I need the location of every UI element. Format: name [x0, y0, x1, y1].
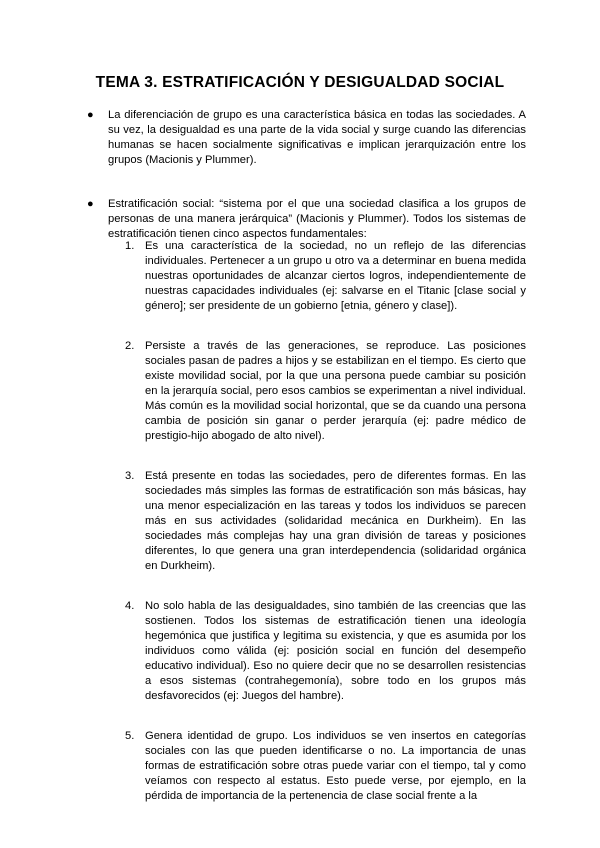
bullet-text: La diferenciación de grupo es una característica básica en todas las sociedades. A su vez, la desigualdad es una parte de la vida social y surge cuando las diferencias humanas se hacen socialmente significativas e implican jerarquización entre los grupos (Macionis y Plummer).: [108, 109, 526, 166]
bullet-item-differentiation: [87, 108, 526, 168]
bullet-list: [87, 108, 526, 242]
numbered-item-4: [125, 599, 526, 704]
page-title: TEMA 3. ESTRATIFICACIÓN Y DESIGUALDAD SOCIAL: [95, 74, 505, 91]
numbered-item-1: [125, 239, 526, 314]
numbered-text: Está presente en todas las sociedades, pero de diferentes formas. En las sociedades más simples las formas de estratificación son más básicas, hay una menor especialización en las tareas y todos los individuos se parecen más en sus actividades (solidaridad mecánica en Durkheim). En las sociedades más complejas hay una gran división de tareas y posiciones diferentes, lo que genera una gran interdependencia (solidaridad orgánica en Durkheim).: [145, 470, 526, 572]
bullet-item-stratification: [87, 197, 526, 242]
numbered-item-2: [125, 339, 526, 444]
numbered-list: [125, 239, 526, 804]
numbered-text: Genera identidad de grupo. Los individuos se ven insertos en categorías sociales con las que pueden identificarse o no. La importancia de unas formas de estratificación sobre otras puede variar con el tiempo, tal y como veíamos con respecto al estatus. Esto puede verse, por ejemplo, en la pérdida de importancia de la pertenencia de clase social frente a la: [145, 730, 526, 802]
numbered-item-5: [125, 729, 526, 804]
bullet-marker: ●: [87, 198, 94, 210]
numbered-text: Persiste a través de las generaciones, se reproduce. Las posiciones sociales pasan de padres a hijos y se estabilizan en el tiempo. Es cierto que existe movilidad social, por la que una persona puede cambiar su posición en la jerarquía social, pero esos cambios se experimentan a nivel individual. Más común es la movilidad social horizontal, que se da cuando una persona cambia de posición sin ganar o perder jerarquía (ej: padre médico de prestigio-hijo abogado de alto nivel).: [145, 340, 526, 442]
number-marker: 5.: [125, 730, 135, 742]
number-marker: 1.: [125, 240, 135, 252]
bullet-marker: ●: [87, 109, 94, 121]
number-marker: 3.: [125, 470, 135, 482]
bullet-text: Estratificación social: “sistema por el que una sociedad clasifica a los grupos de personas de una manera jerárquica” (Macionis y Plummer). Todos los sistemas de estratificación tienen cinco aspectos fundamentales:: [108, 198, 526, 240]
numbered-text: No solo habla de las desigualdades, sino también de las creencias que las sostienen. Todos los sistemas de estratificación tienen una ideología hegemónica que justifica y legitima su existencia, y que es asumida por los individuos como válida (ej: posición social en función del desempeño educativo individual). Eso no quiere decir que no se desarrollen resistencias a esos sistemas (contrahegemonía), sobre todo en los grupos más desfavorecidos (ej: Juegos del hambre).: [145, 600, 526, 702]
numbered-text: Es una característica de la sociedad, no un reflejo de las diferencias individuales. Pertenecer a un grupo u otro va a determinar en buena medida nuestras oportunidades de alcanzar ciertos logros, independientemente de nuestras capacidades individuales (ej: salvarse en el Titanic [clase social y género]; ser presidente de un gobierno [etnia, género y clase]).: [145, 240, 526, 312]
numbered-item-3: [125, 469, 526, 574]
number-marker: 2.: [125, 340, 135, 352]
number-marker: 4.: [125, 600, 135, 612]
